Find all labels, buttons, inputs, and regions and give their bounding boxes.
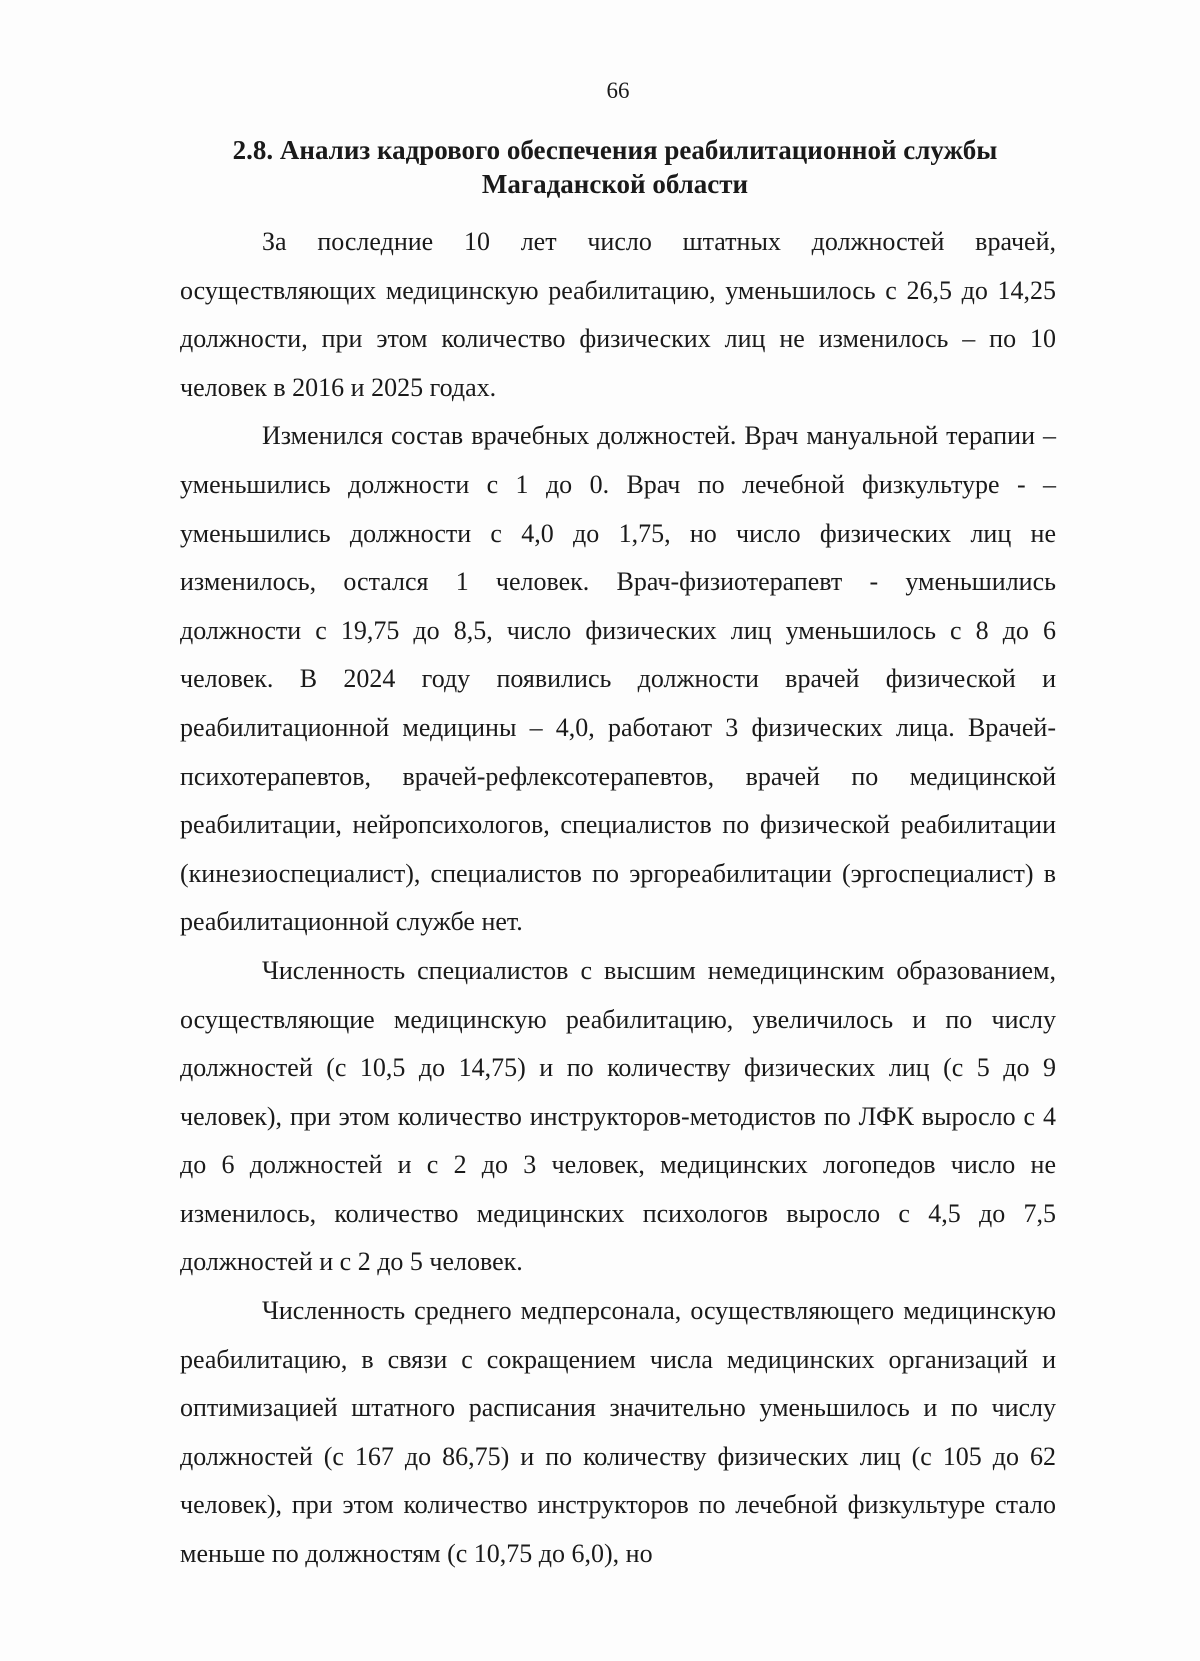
- page-number: 66: [606, 78, 630, 103]
- paragraph-nursing-staff: Численность среднего медперсонала, осуществляющего медицинскую реабилитацию, в связи с сокращением числа медицинских организаций и оптимизацией штатного расписания значительно уменьшилось и по числу должностей (с 167 до 86,75) и по количеству физических лиц (с 105 до 62 человек), при этом количество инструкторов по лечебной физкультуре стало меньше по должностям (с 10,75 до 6,0), но: [180, 1296, 1056, 1569]
- paragraph-physician-positions: Изменился состав врачебных должностей. Врач мануальной терапии – уменьшились должности с 1 до 0. Врач по лечебной физкультуре - – уменьшились должности с 4,0 до 1,75, но число физических лиц не изменилось, остался 1 человек. Врач-физиотерапевт - уменьшились должности с 19,75 до 8,5, число физических лиц уменьшилось с 8 до 6 человек. В 2024 году появились должности врачей физической и реабилитационной медицины – 4,0, работают 3 физических лица. Врачей-психотерапевтов, врачей-рефлексотерапевтов, врачей по медицинской реабилитации, нейропсихологов, специалистов по физической реабилитации (кинезиоспециалист), специалистов по эргореабилитации (эргоспециалист) в реабилитационной службе нет.: [180, 421, 1056, 937]
- section-heading-line-1: 2.8. Анализ кадрового обеспечения реабилитационной службы: [232, 135, 998, 165]
- section-heading-line-2: Магаданской области: [481, 169, 749, 199]
- paragraph-staff-physicians: За последние 10 лет число штатных должностей врачей, осуществляющих медицинскую реабилитацию, уменьшилось с 26,5 до 14,25 должности, при этом количество физических лиц не изменилось – по 10 человек в 2016 и 2025 годах.: [180, 227, 1056, 402]
- paragraph-non-medical-specialists: Численность специалистов с высшим немедицинским образованием, осуществляющие медицинскую реабилитацию, увеличилось и по числу должностей (с 10,5 до 14,75) и по количеству физических лиц (с 5 до 9 человек), при этом количество инструкторов-методистов по ЛФК выросло с 4 до 6 должностей и с 2 до 3 человек, медицинских логопедов число не изменилось, количество медицинских психологов выросло с 4,5 до 7,5 должностей и с 2 до 5 человек.: [180, 955, 1056, 1277]
- body-text: [180, 218, 1056, 1579]
- section-heading: [180, 133, 1050, 201]
